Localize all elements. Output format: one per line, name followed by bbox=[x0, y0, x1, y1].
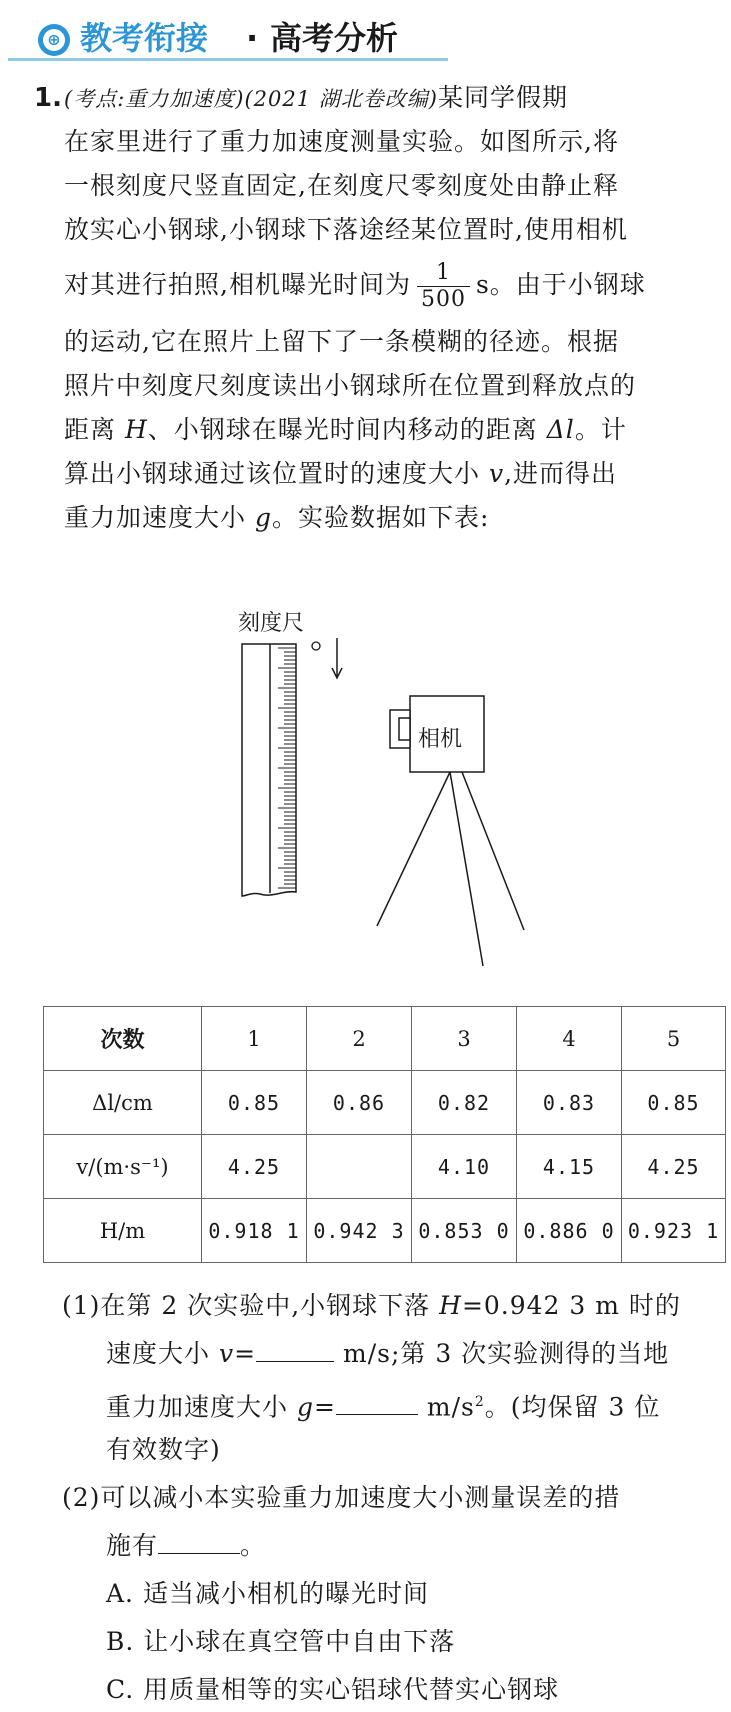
data-table bbox=[43, 1006, 726, 1263]
stem-line-10 bbox=[64, 496, 489, 540]
table-cell: 0.918 1 bbox=[202, 1199, 307, 1263]
stem-line-8 bbox=[64, 408, 627, 452]
section-header bbox=[8, 12, 448, 64]
stem-line-6: 的运动,它在照片上留下了一条模糊的径迹。根据 bbox=[64, 327, 619, 356]
figure-drawing bbox=[200, 600, 560, 970]
header-underline bbox=[8, 58, 448, 61]
table-column-header: 5 bbox=[622, 1007, 726, 1071]
table-row bbox=[44, 1071, 726, 1135]
header-subtitle: 高考分析 bbox=[270, 19, 399, 57]
table-column-header: 3 bbox=[412, 1007, 517, 1071]
tripod-icon bbox=[377, 772, 524, 966]
part1-line-1 bbox=[62, 1284, 681, 1328]
stem-line-9 bbox=[64, 452, 617, 496]
table-cell: 0.82 bbox=[412, 1071, 517, 1135]
logo-icon bbox=[38, 24, 70, 56]
table-header-label: 次数 bbox=[44, 1007, 202, 1071]
var-H: H bbox=[124, 415, 148, 444]
stem-text: 、小钢球在曝光时间内移动的距离 bbox=[147, 415, 538, 444]
table-cell: 0.942 3 bbox=[307, 1199, 412, 1263]
table-cell: 4.10 bbox=[412, 1135, 517, 1199]
table-column-header: 4 bbox=[517, 1007, 622, 1071]
down-arrow-icon bbox=[332, 638, 342, 678]
part1-line-2 bbox=[106, 1332, 669, 1376]
part1-text: = bbox=[234, 1339, 257, 1368]
part1-text: (1)在第 2 次实验中,小钢球下落 bbox=[62, 1291, 431, 1320]
row-label: Δl/cm bbox=[44, 1071, 202, 1135]
stem-line-4: 放实心小钢球,小钢球下落途经某位置时,使用相机 bbox=[64, 215, 628, 244]
part1-text: =0.942 3 m 时的 bbox=[461, 1291, 681, 1320]
table-column-header: 1 bbox=[202, 1007, 307, 1071]
stem-line-1 bbox=[64, 76, 568, 121]
stem-text: 对其进行拍照,相机曝光时间为 bbox=[64, 270, 411, 299]
var-H: H bbox=[439, 1291, 462, 1320]
part1-text: 。(均保留 3 位 bbox=[484, 1392, 661, 1422]
stem-text: 重力加速度大小 bbox=[64, 503, 247, 532]
table-cell: 0.85 bbox=[622, 1071, 726, 1135]
part1-text: m/s;第 3 次实验测得的当地 bbox=[343, 1339, 670, 1368]
table-cell-blank bbox=[307, 1135, 412, 1199]
part1-text: m/s bbox=[426, 1392, 475, 1422]
camera-label: 相机 bbox=[418, 727, 463, 752]
table-header-row bbox=[44, 1007, 726, 1071]
table-cell: 4.25 bbox=[202, 1135, 307, 1199]
table-cell: 4.25 bbox=[622, 1135, 726, 1199]
header-title: 教考衔接 bbox=[80, 19, 209, 57]
row-label: v/(m·s⁻¹) bbox=[44, 1135, 202, 1199]
part2-text: 。 bbox=[240, 1531, 267, 1560]
part1-text: 重力加速度大小 bbox=[106, 1392, 289, 1422]
logo-glyph: ⊕ bbox=[43, 29, 65, 51]
var-v: v bbox=[488, 459, 505, 488]
stem-text: s。由于小钢球 bbox=[475, 270, 646, 299]
answer-blank-measures[interactable] bbox=[158, 1525, 240, 1554]
part2-line-2 bbox=[106, 1524, 266, 1568]
var-delta-l: Δl bbox=[546, 415, 575, 444]
exposure-fraction bbox=[417, 260, 470, 313]
fraction-numerator: 1 bbox=[417, 260, 470, 287]
part1-line-3 bbox=[106, 1380, 660, 1429]
table-row bbox=[44, 1135, 726, 1199]
option-a[interactable]: A. 适当减小相机的曝光时间 bbox=[106, 1579, 429, 1608]
part1-text: = bbox=[313, 1392, 336, 1422]
ruler-label: 刻度尺 bbox=[238, 611, 305, 636]
stem-line-7: 照片中刻度尺刻度读出小钢球所在位置到释放点的 bbox=[64, 371, 637, 400]
table-cell: 0.85 bbox=[202, 1071, 307, 1135]
answer-blank-g[interactable] bbox=[336, 1386, 418, 1415]
var-g: g bbox=[296, 1392, 314, 1422]
unit-exponent: 2 bbox=[474, 1394, 485, 1410]
table-cell: 0.923 1 bbox=[622, 1199, 726, 1263]
var-g: g bbox=[254, 503, 272, 532]
var-v: v bbox=[218, 1339, 235, 1368]
table-cell: 0.853 0 bbox=[412, 1199, 517, 1263]
part1-line-4: 有效数字) bbox=[106, 1435, 221, 1464]
experiment-figure bbox=[200, 600, 560, 970]
table-row bbox=[44, 1199, 726, 1263]
table-cell: 0.83 bbox=[517, 1071, 622, 1135]
stem-text: 算出小钢球通过该位置时的速度大小 bbox=[64, 459, 481, 488]
stem-text: 某同学假期 bbox=[437, 83, 568, 112]
stem-line-5 bbox=[64, 260, 646, 313]
part1-text: 速度大小 bbox=[106, 1339, 211, 1368]
answer-blank-v[interactable] bbox=[256, 1333, 334, 1362]
part2-text: 施有 bbox=[106, 1531, 159, 1560]
fraction-denominator: 500 bbox=[420, 287, 466, 312]
stem-text: 。计 bbox=[574, 415, 627, 444]
table-cell: 4.15 bbox=[517, 1135, 622, 1199]
table-cell: 0.86 bbox=[307, 1071, 412, 1135]
ruler-icon bbox=[242, 644, 296, 896]
option-c[interactable]: C. 用质量相等的实心铝球代替实心钢球 bbox=[106, 1675, 560, 1704]
table-cell: 0.886 0 bbox=[517, 1199, 622, 1263]
question-number: 1. bbox=[34, 83, 62, 113]
stem-text: 。实验数据如下表: bbox=[271, 503, 490, 532]
header-separator: · bbox=[246, 19, 259, 57]
row-label: H/m bbox=[44, 1199, 202, 1263]
stem-text: 距离 bbox=[64, 415, 117, 444]
ball-icon bbox=[312, 642, 320, 650]
option-b[interactable]: B. 让小球在真空管中自由下落 bbox=[106, 1627, 456, 1656]
part2-line-1: (2)可以减小本实验重力加速度大小测量误差的措 bbox=[62, 1483, 621, 1512]
stem-text: ,进而得出 bbox=[504, 459, 618, 488]
stem-line-3: 一根刻度尺竖直固定,在刻度尺零刻度处由静止释 bbox=[64, 171, 619, 200]
stem-line-2: 在家里进行了重力加速度测量实验。如图所示,将 bbox=[64, 127, 619, 156]
question-note: (考点:重力加速度)(2021 湖北卷改编) bbox=[64, 87, 438, 111]
table-column-header: 2 bbox=[307, 1007, 412, 1071]
